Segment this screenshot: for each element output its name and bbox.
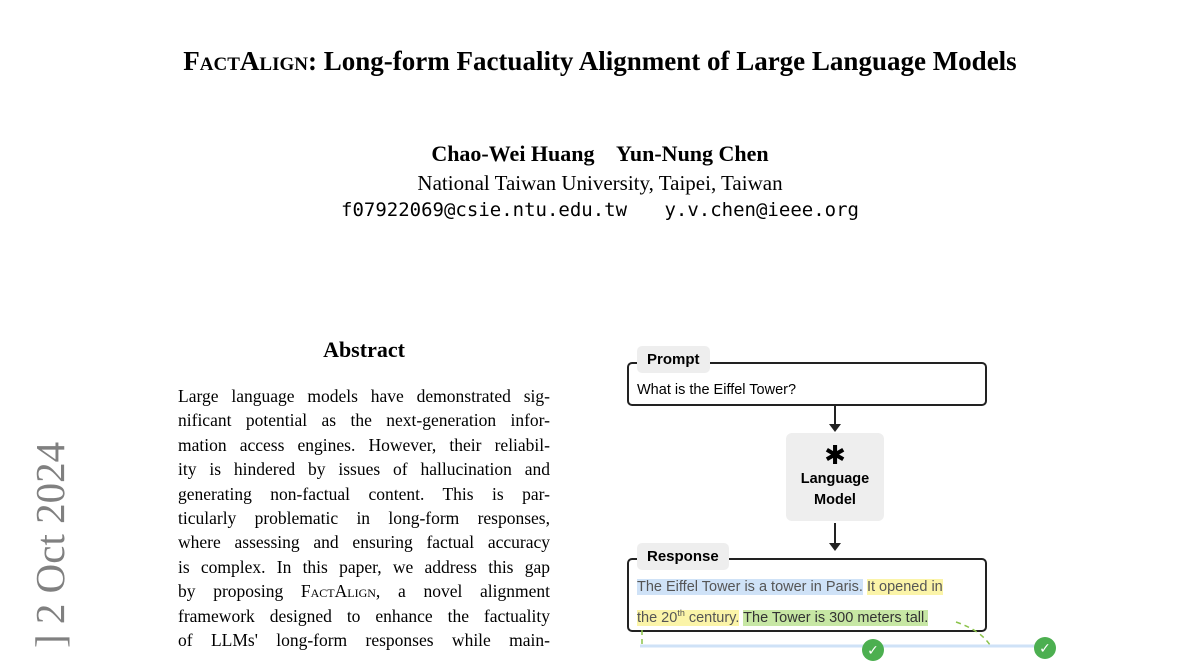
abstract-line: ity is hindered by issues of hallucination and [178, 459, 550, 480]
claim-2-post: century. [684, 609, 740, 626]
abstract-heading: Abstract [323, 337, 405, 362]
model-label-2: Model [814, 492, 856, 508]
affiliation: National Taiwan University, Taipei, Taiwan [417, 171, 783, 195]
author-2: Yun-Nung Chen [616, 141, 769, 166]
claim-2-sup: th [677, 608, 685, 618]
abstract-line: generating non-factual content. This is par- [178, 483, 550, 504]
line9-pre: by proposing [178, 581, 301, 602]
prompt-text: What is the Eiffel Tower? [637, 382, 797, 398]
claim-2-pre: the 20 [637, 609, 678, 626]
overview-figure [620, 340, 1070, 658]
email-1[interactable]: f07922069@csie.ntu.edu.tw [341, 199, 628, 221]
abstract-line [178, 579, 550, 603]
claim-connectors [620, 340, 1070, 648]
authors [0, 141, 1200, 167]
paper-title [0, 46, 1200, 77]
email-2[interactable]: y.v.chen@ieee.org [664, 199, 859, 221]
claim-3: The Tower is 300 meters tall. [743, 609, 929, 626]
title-smallcaps: FactAlign [183, 46, 308, 76]
check-icon: ✓ [1034, 637, 1056, 659]
abstract-line: ticularly problematic in long-form responses, [178, 507, 550, 528]
abstract-line: Large language models have demonstrated sig- [178, 386, 550, 406]
abstract-line: framework designed to enhance the factuality [178, 605, 550, 626]
model-label-1: Language [800, 471, 870, 487]
abstract-line: mation access engines. However, their reliabil- [178, 434, 550, 455]
author-1: Chao-Wei Huang [431, 141, 595, 166]
emails [0, 199, 1200, 221]
network-icon: ✱ [824, 440, 846, 470]
abstract-body [178, 384, 550, 652]
check-icon: ✓ [862, 639, 884, 661]
abstract-line: where assessing and ensuring factual accuracy [178, 532, 550, 553]
prompt-label: Prompt [637, 346, 710, 373]
claim-2: It opened in [866, 579, 943, 595]
response-label: Response [637, 543, 729, 570]
connector-line [956, 622, 990, 645]
claim-1: The Eiffel Tower is a tower in Paris. [637, 579, 863, 595]
abstract-line: of LLMs' long-form responses while main- [178, 629, 550, 650]
line9-post: , a novel alignment [375, 581, 550, 602]
title-rest: : Long-form Factuality Alignment of Large Language Models [307, 46, 1017, 76]
abstract-line: nificant potential as the next-generation infor- [178, 410, 550, 431]
abstract-line: is complex. In this paper, we address this gap [178, 556, 550, 577]
arxiv-stamp: ] 2 Oct 2024 [27, 441, 73, 648]
line9-smallcaps: FactAlign [300, 581, 376, 602]
